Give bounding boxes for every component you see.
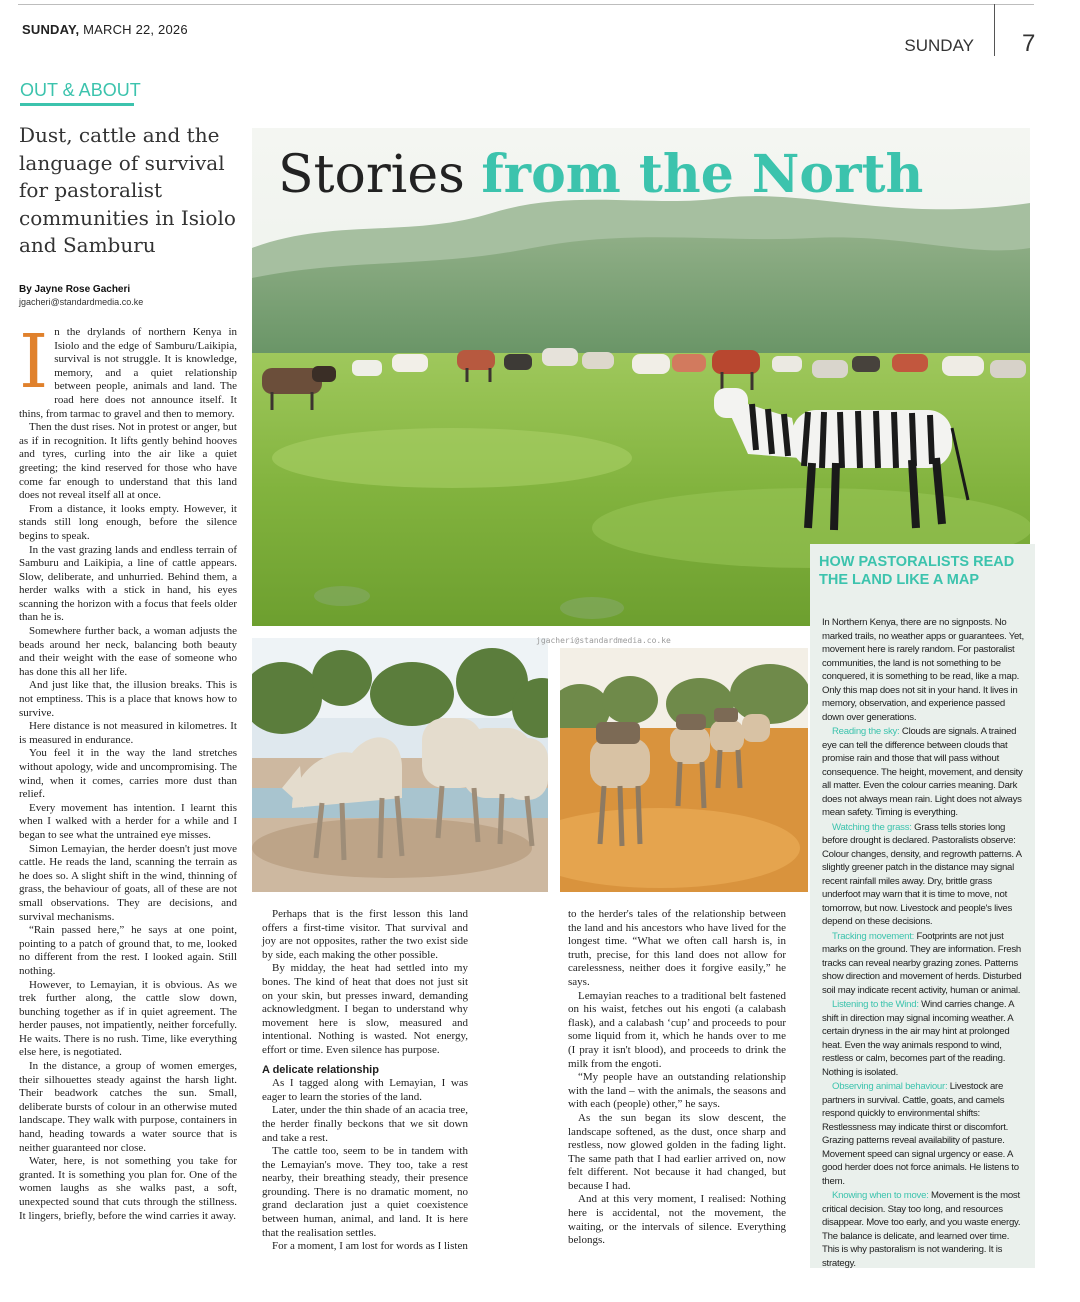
sidebar-item-lead: Reading the sky: (832, 726, 900, 737)
article-column-1 (19, 319, 237, 1223)
article-paragraph: For a moment, I am lost for words as I listen (272, 1240, 468, 1253)
article-paragraph: As I tagged along with Lemayian, I was eager to learn the stories of the land. (262, 1077, 468, 1103)
article-paragraph: In the distance, a group of women emerges, their silhouettes steady against the harsh light. Their beadwork catches the sun. Small, deliberate bursts of colour in an otherwise muted landscape. They walk with purpose, containers in hand, heading towards a water source that is neither guaranteed nor close. (19, 1060, 237, 1154)
sidebar-body (822, 616, 1026, 1271)
article-paragraph: “My people have an outstanding relationship with the land – with the animals, the seasons and with each (people) other,” he says. (568, 1071, 786, 1111)
sidebar-item-lead: Watching the grass: (832, 821, 912, 833)
sidebar-intro: In Northern Kenya, there are no signposts. No marked trails, no weather apps or guarantees. Yet, movement here is rarely random. For pastoralist communities, the land is not something to be conquered, it is something to be read, like a map. Only this map does not sit in your hand. It lives in memory, observation, and experience passed down over generations. (822, 617, 1024, 723)
article-paragraph: Water, here, is not something you take for granted. It is something you plan for. One of the women laughs as she walks past, a soft, unexpected sound that cuts through the stillness. It lingers, briefly, before the wind carries it away. (19, 1155, 237, 1222)
article-paragraph: Every movement has intention. I learnt this when I walked with a herder for a while and I began to see what the untrained eye misses. (19, 801, 237, 841)
section-runner: SUNDAY (904, 36, 974, 55)
sidebar-item-lead: Tracking movement: (832, 930, 915, 942)
section-label: OUT & ABOUT (20, 80, 141, 100)
article-paragraph: “Rain passed here,” he says at one point, pointing to a patch of ground that, to me, looked no different from the rest. I looked again. Still nothing. (19, 924, 237, 977)
sidebar-item-text: Footprints are not just marks on the ground. They are information. Fresh tracks can reveal nearby grazing zones. Patterns show direction and movement of herds. Disturbed soil may indicate recent activity, human or animal. (822, 930, 1022, 996)
article-paragraph: Then the dust rises. Not in protest or anger, but as if in recognition. It lifts gently behind hooves and tyres, curling into the air like a quiet greeting; the kind reserved for those who have come far enough to understand that this land does not reveal itself all at once. (19, 421, 237, 502)
headline-part-2: from the North (481, 144, 924, 205)
photo-camels-drinking (252, 638, 548, 892)
dateline-day: SUNDAY, (22, 22, 80, 37)
photo-credit: jgacheri@standardmedia.co.ke (536, 636, 671, 645)
article-paragraph: to the herder's tales of the relationship between the land and his ancestors who have lived for the longest time. “What we often call harsh is, in truth, precise, for this land does not allow for carelessness, neither does it forgive easily,” he says. (568, 908, 786, 988)
article-paragraph: Somewhere further back, a woman adjusts the beads around her neck, balancing both beauty and their weight with the ease of someone who has done this all her life. (19, 625, 237, 678)
sidebar-item-text: Livestock are partners in survival. Cattle, goats, and camels respond quickly to environmental shifts: Restlessness may indicate thirst or discomfort. Grazing patterns reveal availability of pasture. Movement speed can signal urgency or ease. A good herder does not force animals. He listens to them. (822, 1081, 1019, 1187)
article-paragraph: The cattle too, seem to be in tandem with the Lemayian's move. They too, take a rest nearby, their breathing steady, their presence grounding. There is no dramatic moment, no grand declaration just a quiet coexistence between human, animal, and land. It is here that the realisation settles. (262, 1145, 468, 1239)
standfirst: Dust, cattle and the language of survival for pastoralist communities in Isiolo and Samburu (19, 123, 236, 257)
article-column-3 (568, 908, 786, 1248)
sidebar-item-text: Grass tells stories long before drought is declared. Pastoralists observe: Colour changes, density, and regrowth patterns. A slightly greener patch in the distance may signal recent rainfall miles away. Dry, brittle grass underfoot may warn that it is time to move, not tomorrow, but now. Livestock and people's lives depend on these decisions. (822, 821, 1022, 927)
sidebar-item (822, 821, 1026, 929)
drop-cap: I (19, 319, 49, 405)
photo-camel-caravan (560, 648, 808, 892)
article-paragraph: Lemayian reaches to a traditional belt fastened on his waist, fetches out his engoti (a calabash flask), and a calabash ‘cup’ and proceeds to pour some liquid from it, which he hands over to me (I pray it isn't blood), and proceeds to drink the milk from the engoti. (568, 989, 786, 1070)
sidebar-title: HOW PASTORALISTS READ THE LAND LIKE A MAP (819, 554, 1015, 588)
header-divider (994, 4, 995, 56)
sidebar-box (810, 544, 1035, 1268)
sidebar-item-text: Wind carries change. A shift in direction may signal incoming weather. A certain dryness in the air may hint at prolonged heat. Even the way animals respond to wind, restless or calm, becomes part of the reading. Nothing is isolated. (822, 999, 1014, 1078)
article-paragraph: Simon Lemayian, the herder doesn't just move cattle. He reads the land, scanning the terrain as he does so. A slight shift in the wind, thinning of grass, the behaviour of goats, all of these are not small observations. They are decisions, and survival mechanisms. (19, 842, 237, 923)
headline-part-1: Stories (278, 145, 482, 205)
article-paragraph: And at this very moment, I realised: Nothing here is accidental, not the movement, the waiting, or the intervals of silence. Everything belongs. (568, 1193, 786, 1247)
page-number: 7 (1022, 30, 1036, 57)
byline-author: By Jayne Rose Gacheri (19, 284, 131, 295)
article-paragraph: However, to Lemayian, it is obvious. As we trek further along, the cattle slow down, bunching together as if in quiet agreement. The herder pauses, not impatiently, neither forcefully. He waits. There is no rush. Time, like everything else here, is negotiated. (19, 978, 237, 1059)
top-rule (18, 4, 1034, 5)
article-paragraph: By midday, the heat had settled into my bones. The kind of heat that does not just sit on your skin, but presses inward, demanding acknowledgment. I began to understand why movement here is slow, measured and intentional. Nothing is wasted. Not energy, effort or time. Even silence has purpose. (262, 962, 468, 1056)
sidebar-item (822, 930, 1026, 998)
article-paragraph: n the drylands of northern Kenya in Isiolo and the edge of Samburu/Laikipia, survival is not struggle. It is knowledge, memory, and a quiet relationship between people, animals and land. The road here does not announce itself. It thins, from tarmac to gravel and then to memory. (19, 326, 237, 420)
article-paragraph: Later, under the thin shade of an acacia tree, the herder finally beckons that we sit down and take a rest. (262, 1104, 468, 1144)
byline-email: jgacheri@standardmedia.co.ke (19, 297, 144, 307)
headline (278, 144, 923, 205)
article-subhead: A delicate relationship (262, 1063, 379, 1076)
article-paragraph: From a distance, it looks empty. However, it stands still long enough, before the silence begins to speak. (19, 502, 237, 542)
dateline (22, 22, 188, 37)
article-paragraph: Here distance is not measured in kilometres. It is measured in endurance. (19, 720, 237, 746)
article-paragraph: And just like that, the illusion breaks. This is not emptiness. This is a place that knows how to survive. (19, 679, 237, 719)
sidebar-item-text: Clouds are signals. A trained eye can tell the difference between clouds that promise rain and those that will pass without consequence. The height, movement, and density all matter. Even the colour carries meaning. Dark does not always mean rain. Light does not always mean safety. Timing is everything. (822, 726, 1023, 818)
article-column-2 (262, 908, 468, 1254)
sidebar-item (822, 998, 1026, 1079)
section-underline (20, 103, 134, 106)
sidebar-item-text: Movement is the most critical decision. Stay too long, and resources disappear. Move too early, and you waste energy. The balance is delicate, and learned over time. This is why pastoralism is not wandering. It is strategy. (822, 1190, 1021, 1269)
sidebar-item (822, 725, 1026, 820)
sidebar-item-lead: Listening to the Wind: (832, 999, 919, 1010)
article-paragraph: As the sun began its slow descent, the landscape softened, as the dust, once sharp and restless, now glowed golden in the fading light. The same path that I had earlier arrived on, now felt different. Not because it had changed, but because I had. (568, 1111, 786, 1192)
dateline-date: MARCH 22, 2026 (83, 22, 188, 37)
sidebar-item (822, 1189, 1026, 1270)
article-paragraph: Perhaps that is the first lesson this land offers a first-time visitor. That survival and joy are not opposites, rather the two exist side by side, each making the other possible. (262, 908, 468, 961)
sidebar-item-lead: Knowing when to move: (832, 1190, 929, 1201)
sidebar-item-lead: Observing animal behaviour: (832, 1081, 948, 1092)
article-paragraph: In the vast grazing lands and endless terrain of Samburu and Laikipia, a line of cattle appears. Slow, deliberate, and unhurried. Behind them, a herder walks with a stick in hand, his eyes scanning the horizon with a focus that feels older than he is. (19, 543, 237, 624)
sidebar-item (822, 1080, 1026, 1188)
article-paragraph: You feel it in the way the land stretches without apology, wide and uncompromising. The wind, when it comes, carries more dust than relief. (19, 747, 237, 801)
